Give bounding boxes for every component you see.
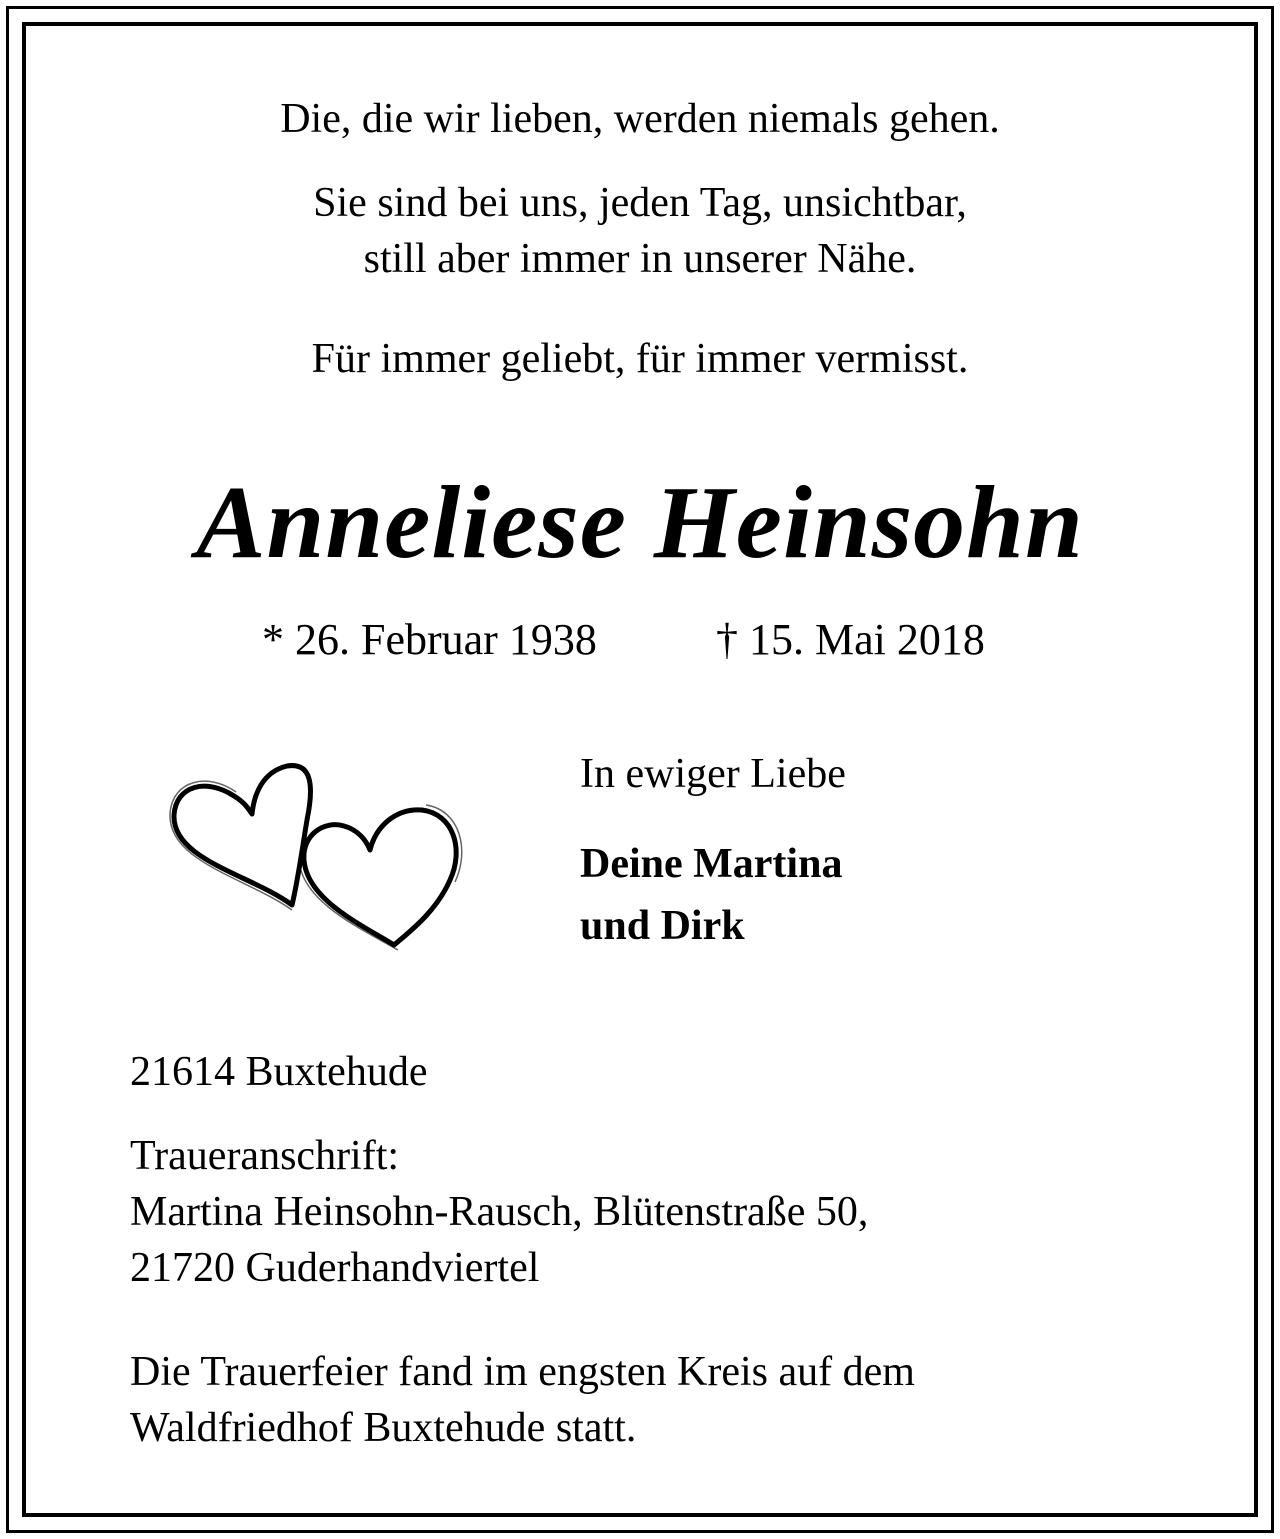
death-date: † 15. Mai 2018 — [716, 615, 985, 664]
location: 21614 Buxtehude — [130, 1049, 428, 1095]
ceremony-line-1: Die Trauerfeier fand im engsten Kreis auf dem — [130, 1349, 915, 1395]
deceased-name: Anneliese Heinsohn — [196, 465, 1084, 580]
poem-line-2: Sie sind bei uns, jeden Tag, unsichtbar, — [313, 180, 967, 226]
poem-line-3: still aber immer in unserer Nähe. — [363, 236, 917, 282]
address-line-2: 21720 Guderhandviertel — [130, 1245, 540, 1291]
signature-name-line-1: Deine Martina — [580, 841, 843, 887]
ceremony-line-2: Waldfriedhof Buxtehude statt. — [130, 1405, 637, 1451]
birth-date: * 26. Februar 1938 — [262, 615, 597, 664]
poem-line-1: Die, die wir lieben, werden niemals gehen. — [280, 96, 1000, 142]
poem-line-4: Für immer geliebt, für immer vermisst. — [311, 336, 969, 382]
two-hearts-icon — [162, 750, 472, 960]
signature-name-line-2: und Dirk — [580, 903, 745, 949]
signature-intro: In ewiger Liebe — [580, 751, 846, 797]
address-label: Traueranschrift: — [130, 1133, 400, 1179]
address-line-1: Martina Heinsohn-Rausch, Blütenstraße 50, — [130, 1189, 869, 1235]
